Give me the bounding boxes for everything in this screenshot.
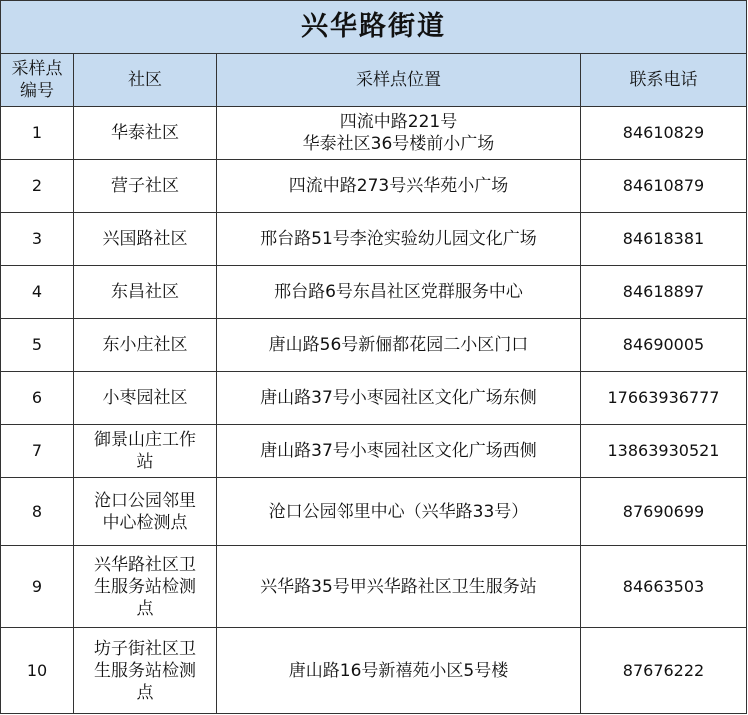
table-row: [1, 107, 747, 160]
cell-id: 9: [1, 546, 74, 628]
cell-id: 3: [1, 213, 74, 266]
table-title: 兴华路街道: [1, 1, 747, 54]
cell-community: [74, 478, 217, 546]
location-line: 唐山路37号小枣园社区文化广场西侧: [260, 441, 537, 461]
cell-location: [217, 266, 581, 319]
cell-location: [217, 213, 581, 266]
cell-phone: 87676222: [581, 628, 747, 714]
header-row: [1, 54, 747, 107]
cell-id: 8: [1, 478, 74, 546]
community-line: 营子社区: [111, 176, 179, 196]
header-location: 采样点位置: [217, 54, 581, 107]
location-line: 唐山路37号小枣园社区文化广场东侧: [260, 388, 537, 408]
community-line: 沧口公园邻里: [94, 490, 196, 511]
community-line: 坊子街社区卫: [94, 638, 196, 659]
cell-phone: 87690699: [581, 478, 747, 546]
table-row: [1, 478, 747, 546]
table-row: [1, 372, 747, 425]
cell-community: [74, 266, 217, 319]
community-line: 生服务站检测: [94, 576, 196, 597]
cell-community: [74, 628, 217, 714]
cell-phone: 84610829: [581, 107, 747, 160]
community-line: 兴国路社区: [102, 229, 188, 249]
table-row: [1, 266, 747, 319]
cell-id: 1: [1, 107, 74, 160]
table-row: [1, 160, 747, 213]
location-line: 华泰社区36号楼前小广场: [302, 134, 495, 154]
community-line: 生服务站检测: [94, 660, 196, 681]
community-line: 东昌社区: [111, 282, 179, 302]
header-id: [1, 54, 74, 107]
cell-location: [217, 546, 581, 628]
community-line: 点: [136, 598, 154, 619]
cell-community: [74, 425, 217, 478]
cell-phone: 13863930521: [581, 425, 747, 478]
table-row: [1, 628, 747, 714]
table-row: [1, 425, 747, 478]
cell-phone: 84618897: [581, 266, 747, 319]
cell-location: [217, 628, 581, 714]
header-phone: 联系电话: [581, 54, 747, 107]
community-line: 点: [136, 682, 154, 703]
cell-phone: 84610879: [581, 160, 747, 213]
cell-id: 2: [1, 160, 74, 213]
table-row: [1, 213, 747, 266]
location-line: 四流中路273号兴华苑小广场: [288, 176, 509, 196]
table-body: [1, 107, 747, 714]
location-line: 邢台路6号东昌社区党群服务中心: [274, 282, 523, 302]
cell-id: 7: [1, 425, 74, 478]
header-id-line1: 采样点: [11, 59, 63, 79]
cell-community: [74, 213, 217, 266]
cell-location: [217, 425, 581, 478]
cell-location: [217, 478, 581, 546]
cell-community: [74, 160, 217, 213]
table-row: [1, 546, 747, 628]
cell-phone: 84663503: [581, 546, 747, 628]
cell-id: 5: [1, 319, 74, 372]
location-line: 兴华路35号甲兴华路社区卫生服务站: [260, 576, 537, 597]
community-line: 站: [136, 452, 154, 472]
cell-phone: 84690005: [581, 319, 747, 372]
location-line: 四流中路221号: [339, 112, 458, 132]
community-line: 兴华路社区卫: [94, 554, 196, 575]
community-line: 东小庄社区: [102, 335, 188, 355]
location-line: 唐山路56号新俪都花园二小区门口: [268, 335, 529, 355]
table-row: [1, 319, 747, 372]
cell-id: 6: [1, 372, 74, 425]
community-line: 小枣园社区: [102, 388, 188, 408]
cell-phone: 84618381: [581, 213, 747, 266]
header-id-line2: 编号: [20, 81, 54, 101]
cell-id: 10: [1, 628, 74, 714]
location-line: 唐山路16号新禧苑小区5号楼: [288, 660, 509, 681]
cell-phone: 17663936777: [581, 372, 747, 425]
cell-location: [217, 372, 581, 425]
title-row: [1, 1, 747, 54]
cell-location: [217, 319, 581, 372]
location-line: 沧口公园邻里中心（兴华路33号）: [268, 501, 529, 522]
cell-id: 4: [1, 266, 74, 319]
community-line: 御景山庄工作: [94, 430, 196, 450]
community-line: 中心检测点: [102, 512, 188, 533]
cell-community: [74, 319, 217, 372]
cell-community: [74, 372, 217, 425]
cell-community: [74, 107, 217, 160]
cell-location: [217, 107, 581, 160]
location-line: 邢台路51号李沧实验幼儿园文化广场: [260, 229, 537, 249]
header-community: 社区: [74, 54, 217, 107]
community-line: 华泰社区: [111, 123, 179, 143]
cell-location: [217, 160, 581, 213]
cell-community: [74, 546, 217, 628]
